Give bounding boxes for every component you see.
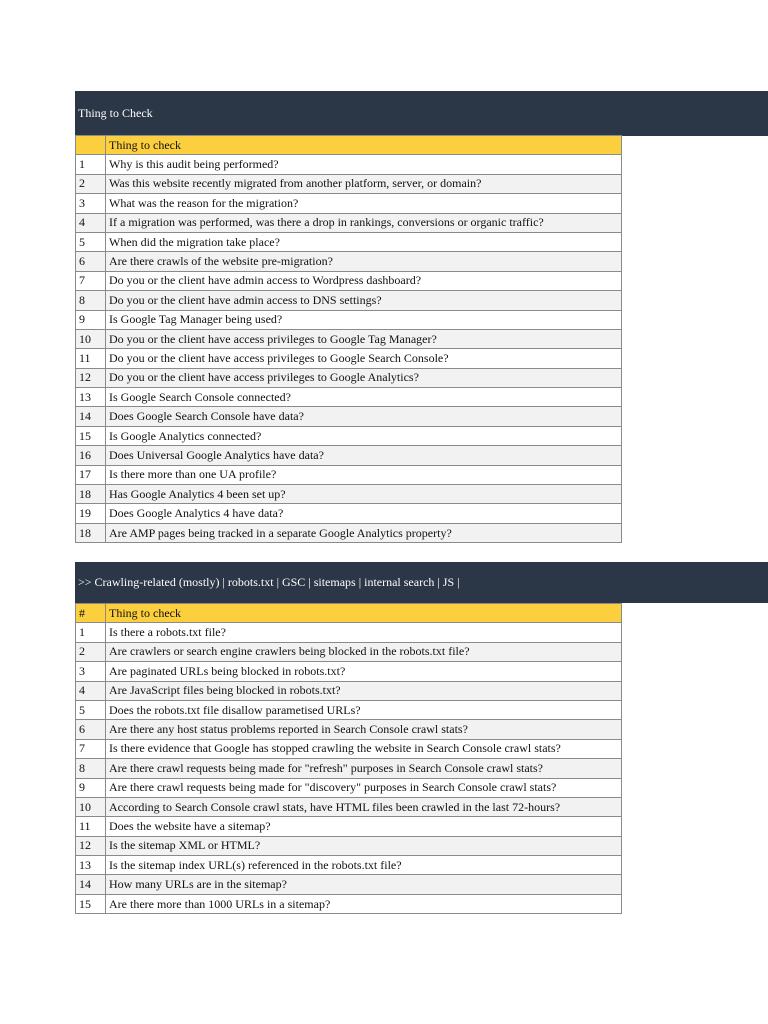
row-question-cell[interactable]: Are there any host status problems reported in Search Console crawl stats?: [106, 720, 622, 739]
table-header-row: [76, 136, 622, 155]
row-question-cell[interactable]: Are JavaScript files being blocked in robots.txt?: [106, 681, 622, 700]
table-row: [76, 778, 622, 797]
table-row: [76, 349, 622, 368]
table-row: [76, 797, 622, 816]
table-row: [76, 817, 622, 836]
row-question-cell[interactable]: Does the robots.txt file disallow parametised URLs?: [106, 700, 622, 719]
row-question-cell[interactable]: Why is this audit being performed?: [106, 155, 622, 174]
table-row: [76, 739, 622, 758]
table-row: [76, 720, 622, 739]
row-number-cell[interactable]: 11: [76, 349, 106, 368]
row-number-cell[interactable]: 17: [76, 465, 106, 484]
row-number-cell[interactable]: 15: [76, 894, 106, 913]
row-question-cell[interactable]: Does Universal Google Analytics have data?: [106, 446, 622, 465]
row-question-cell[interactable]: Was this website recently migrated from another platform, server, or domain?: [106, 174, 622, 193]
row-number-cell[interactable]: 2: [76, 642, 106, 661]
table-row: [76, 875, 622, 894]
table-row: [76, 662, 622, 681]
table-row: [76, 155, 622, 174]
row-question-cell[interactable]: Are paginated URLs being blocked in robots.txt?: [106, 662, 622, 681]
row-question-cell[interactable]: What was the reason for the migration?: [106, 194, 622, 213]
table-row: [76, 856, 622, 875]
row-question-cell[interactable]: Is there more than one UA profile?: [106, 465, 622, 484]
table-row: [76, 329, 622, 348]
row-number-cell[interactable]: 5: [76, 700, 106, 719]
row-number-cell[interactable]: 5: [76, 232, 106, 251]
section-title-bar: Thing to Check: [75, 91, 768, 136]
table-row: [76, 291, 622, 310]
table-row: [76, 700, 622, 719]
row-number-cell[interactable]: 14: [76, 875, 106, 894]
row-question-cell[interactable]: Are there crawls of the website pre-migration?: [106, 252, 622, 271]
row-number-cell[interactable]: 8: [76, 759, 106, 778]
row-question-cell[interactable]: Do you or the client have access privileges to Google Tag Manager?: [106, 329, 622, 348]
table-row: [76, 426, 622, 445]
row-question-cell[interactable]: According to Search Console crawl stats, have HTML files been crawled in the last 72-hours?: [106, 797, 622, 816]
table-row: [76, 523, 622, 542]
row-question-cell[interactable]: Are crawlers or search engine crawlers being blocked in the robots.txt file?: [106, 642, 622, 661]
row-question-cell[interactable]: Does Google Analytics 4 have data?: [106, 504, 622, 523]
row-question-cell[interactable]: Do you or the client have access privileges to Google Search Console?: [106, 349, 622, 368]
row-number-cell[interactable]: 9: [76, 778, 106, 797]
table-row: [76, 836, 622, 855]
row-number-cell[interactable]: 11: [76, 817, 106, 836]
row-question-cell[interactable]: Is Google Tag Manager being used?: [106, 310, 622, 329]
checklist-table: [75, 603, 622, 914]
table-row: [76, 213, 622, 232]
table-row: [76, 368, 622, 387]
section-title-bar: >> Crawling-related (mostly) | robots.txt | GSC | sitemaps | internal search | JS |: [75, 562, 768, 603]
row-question-cell[interactable]: Is there evidence that Google has stopped crawling the website in Search Console crawl stats?: [106, 739, 622, 758]
row-number-cell[interactable]: 10: [76, 329, 106, 348]
row-number-cell[interactable]: 4: [76, 213, 106, 232]
checklist-table: [75, 135, 622, 543]
row-number-cell[interactable]: 7: [76, 271, 106, 290]
table-row: [76, 232, 622, 251]
row-question-cell[interactable]: Is Google Search Console connected?: [106, 388, 622, 407]
row-number-cell[interactable]: 14: [76, 407, 106, 426]
row-number-cell[interactable]: 15: [76, 426, 106, 445]
row-question-cell[interactable]: Is the sitemap XML or HTML?: [106, 836, 622, 855]
table-row: [76, 623, 622, 642]
row-question-cell[interactable]: Are AMP pages being tracked in a separate Google Analytics property?: [106, 523, 622, 542]
table-row: [76, 446, 622, 465]
table-row: [76, 407, 622, 426]
row-number-cell[interactable]: 12: [76, 836, 106, 855]
row-number-cell[interactable]: 10: [76, 797, 106, 816]
table-row: [76, 252, 622, 271]
table-row: [76, 271, 622, 290]
row-number-cell[interactable]: 3: [76, 194, 106, 213]
row-number-cell[interactable]: 8: [76, 291, 106, 310]
row-question-cell[interactable]: Does the website have a sitemap?: [106, 817, 622, 836]
header-label-cell[interactable]: Thing to check: [106, 136, 622, 155]
row-number-cell[interactable]: 19: [76, 504, 106, 523]
table-row: [76, 759, 622, 778]
row-number-cell[interactable]: 2: [76, 174, 106, 193]
row-number-cell[interactable]: 3: [76, 662, 106, 681]
row-question-cell[interactable]: When did the migration take place?: [106, 232, 622, 251]
row-number-cell[interactable]: 1: [76, 155, 106, 174]
table-row: [76, 504, 622, 523]
row-question-cell[interactable]: Do you or the client have admin access to Wordpress dashboard?: [106, 271, 622, 290]
header-number-cell[interactable]: #: [76, 604, 106, 623]
row-question-cell[interactable]: Is the sitemap index URL(s) referenced in the robots.txt file?: [106, 856, 622, 875]
table-row: [76, 642, 622, 661]
row-question-cell[interactable]: Are there crawl requests being made for "refresh" purposes in Search Console crawl stats?: [106, 759, 622, 778]
table-row: [76, 174, 622, 193]
header-number-cell[interactable]: [76, 136, 106, 155]
row-question-cell[interactable]: Does Google Search Console have data?: [106, 407, 622, 426]
row-number-cell[interactable]: 4: [76, 681, 106, 700]
row-number-cell[interactable]: 13: [76, 388, 106, 407]
row-question-cell[interactable]: Are there more than 1000 URLs in a sitemap?: [106, 894, 622, 913]
row-question-cell[interactable]: Is Google Analytics connected?: [106, 426, 622, 445]
table-row: [76, 388, 622, 407]
row-number-cell[interactable]: 18: [76, 523, 106, 542]
table-header-row: [76, 604, 622, 623]
row-number-cell[interactable]: 1: [76, 623, 106, 642]
row-question-cell[interactable]: Do you or the client have admin access to DNS settings?: [106, 291, 622, 310]
table-row: [76, 310, 622, 329]
row-question-cell[interactable]: Is there a robots.txt file?: [106, 623, 622, 642]
row-question-cell[interactable]: Has Google Analytics 4 been set up?: [106, 485, 622, 504]
row-question-cell[interactable]: If a migration was performed, was there a drop in rankings, conversions or organic traffic?: [106, 213, 622, 232]
table-row: [76, 194, 622, 213]
row-number-cell[interactable]: 6: [76, 252, 106, 271]
row-number-cell[interactable]: 16: [76, 446, 106, 465]
row-number-cell[interactable]: 13: [76, 856, 106, 875]
header-label-cell[interactable]: Thing to check: [106, 604, 622, 623]
table-row: [76, 465, 622, 484]
row-number-cell[interactable]: 6: [76, 720, 106, 739]
row-number-cell[interactable]: 7: [76, 739, 106, 758]
table-row: [76, 894, 622, 913]
table-row: [76, 485, 622, 504]
row-number-cell[interactable]: 18: [76, 485, 106, 504]
row-number-cell[interactable]: 12: [76, 368, 106, 387]
row-number-cell[interactable]: 9: [76, 310, 106, 329]
row-question-cell[interactable]: How many URLs are in the sitemap?: [106, 875, 622, 894]
row-question-cell[interactable]: Are there crawl requests being made for "discovery" purposes in Search Console crawl stats?: [106, 778, 622, 797]
row-question-cell[interactable]: Do you or the client have access privileges to Google Analytics?: [106, 368, 622, 387]
table-row: [76, 681, 622, 700]
